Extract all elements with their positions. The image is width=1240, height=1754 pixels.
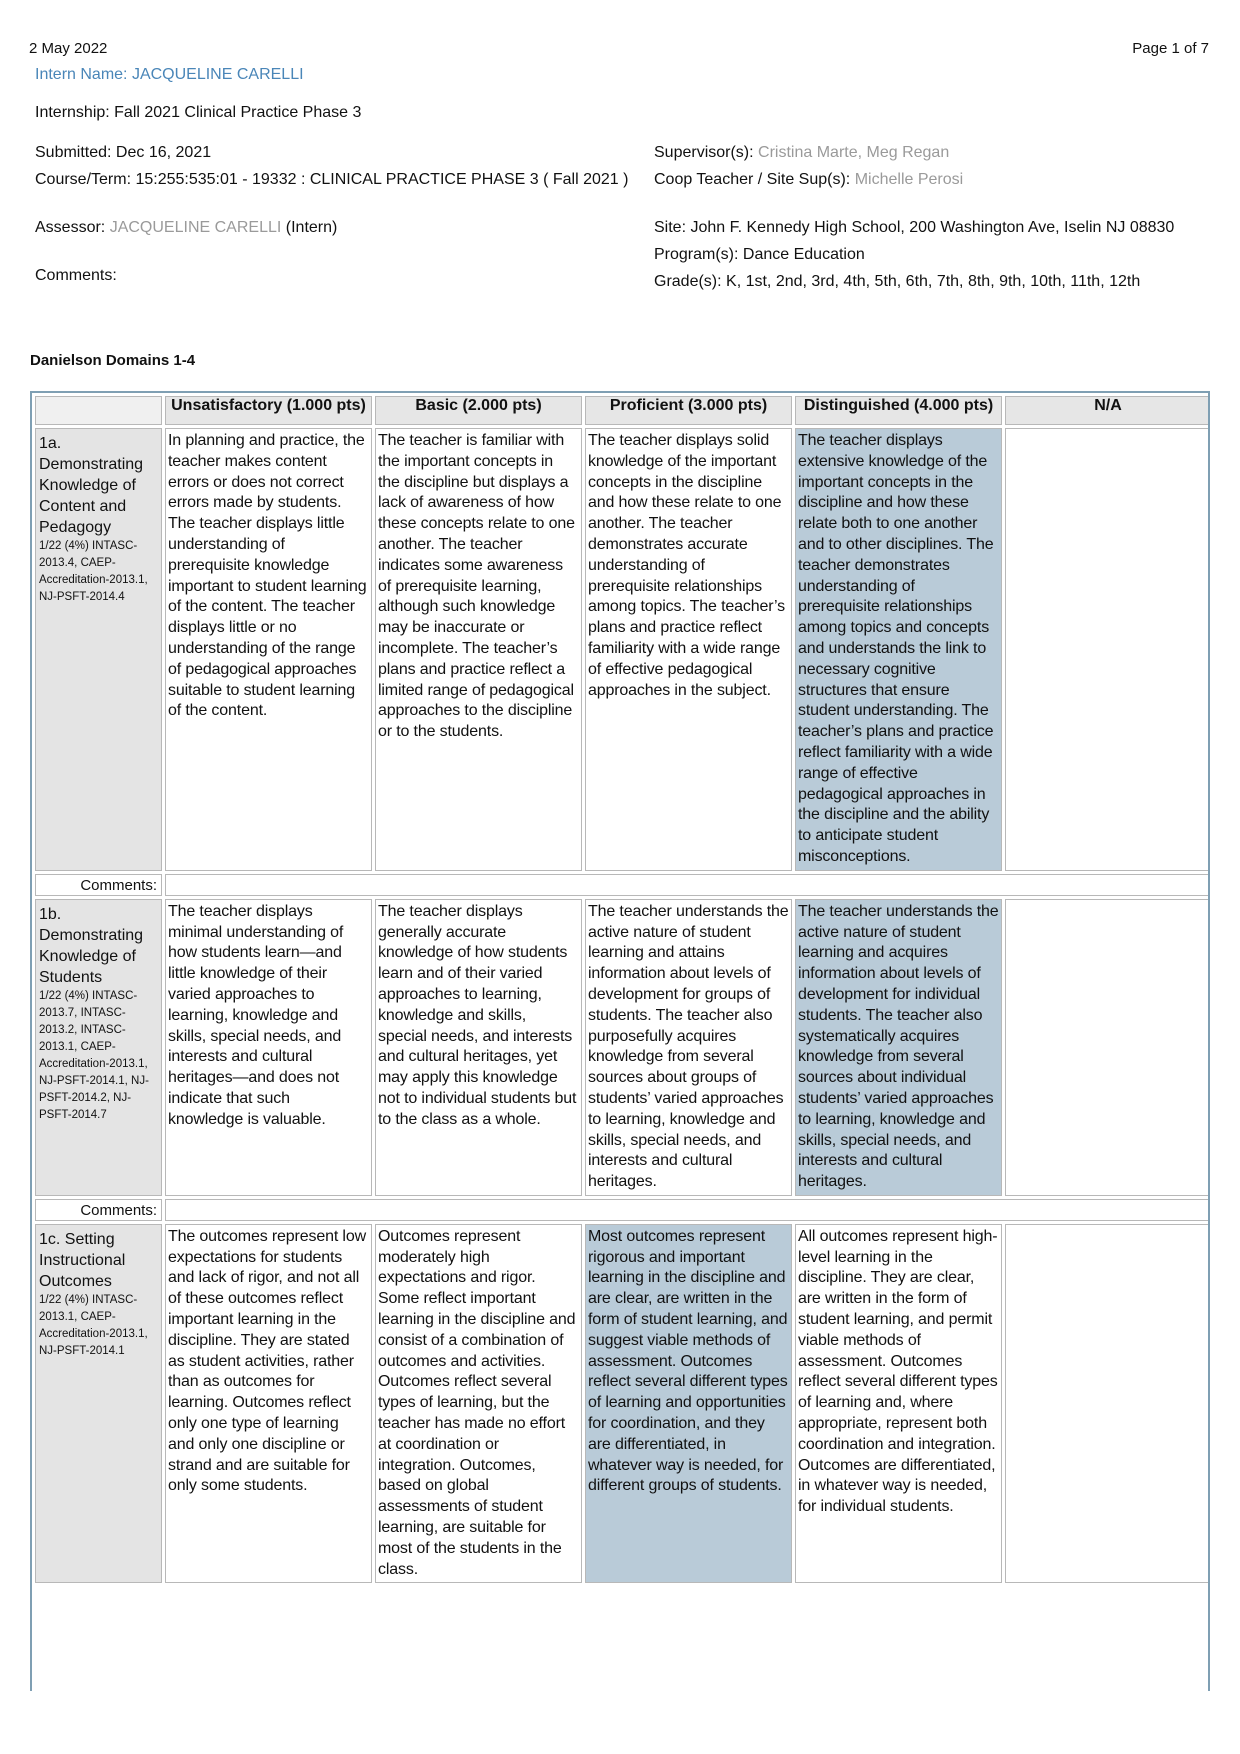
- coop-label: Coop Teacher / Site Sup(s):: [654, 171, 851, 188]
- internship-title: Internship: Fall 2021 Clinical Practice Phase 3: [35, 104, 362, 121]
- coop-teacher: [654, 169, 1214, 211]
- rubric-row-1a: [35, 428, 1210, 871]
- rating-cell-distinguished[interactable]: The teacher understands the active nature of student learning and acquires information about levels of development for individual students. The teacher also systematically acquires knowledge from several sources about individual students’ varied approaches to learning, knowledge and skills, special needs, and interests and cultural heritages.: [795, 899, 1002, 1196]
- col-header-distinguished: Distinguished (4.000 pts): [795, 396, 1002, 425]
- rubric-row-1c: [35, 1224, 1210, 1584]
- row-title: 1a. Demonstrating Knowledge of Content and Pedagogy: [39, 435, 144, 536]
- row-meta: 1/22 (4%) INTASC-2013.4, CAEP-Accreditation-2013.1, NJ-PSFT-2014.4: [39, 540, 148, 603]
- rubric-table: [32, 393, 1210, 1586]
- row-title: 1c. Setting Instructional Outcomes: [39, 1230, 126, 1290]
- assessor: [35, 217, 655, 238]
- rubric-frame: [30, 391, 1210, 1691]
- grades: Grade(s): K, 1st, 2nd, 3rd, 4th, 5th, 6th, 7th, 8th, 9th, 10th, 11th, 12th: [654, 273, 1141, 290]
- rubric-header-row: [35, 396, 1210, 425]
- comments-value: [165, 874, 1210, 896]
- rating-cell-na[interactable]: [1005, 899, 1210, 1196]
- rating-cell-na[interactable]: [1005, 428, 1210, 871]
- rating-cell-proficient[interactable]: Most outcomes represent rigorous and important learning in the discipline and are clear, are written in the form of student learning, and suggest viable methods of assessment. Outcomes reflect several different types of learning and opportunities for coordination, and they are differentiated, in whatever way is needed, for different groups of students.: [585, 1224, 792, 1584]
- comments-row-1a: [35, 874, 1210, 896]
- comments-value: [165, 1199, 1210, 1221]
- rating-cell-basic[interactable]: Outcomes represent moderately high expectations and rigor. Some reflect important learning in the discipline and consist of a combination of outcomes and activities. Outcomes reflect several types of learning, but the teacher has made no effort at coordination or integration. Outcomes, based on global assessments of student learning, are suitable for most of the students in the class.: [375, 1224, 582, 1584]
- col-header-proficient: Proficient (3.000 pts): [585, 396, 792, 425]
- row-meta: 1/22 (4%) INTASC-2013.7, INTASC-2013.2, INTASC-2013.1, CAEP-Accreditation-2013.1, NJ-PSFT-2014.1, NJ-PSFT-2014.2, NJ-PSFT-2014.7: [39, 989, 149, 1121]
- rating-cell-unsatisfactory[interactable]: The outcomes represent low expectations for students and lack of rigor, and not all of these outcomes reflect important learning in the discipline. They are stated as student activities, rather than as outcomes for learning. Outcomes reflect only one type of learning and only one discipline or strand and are suitable for only some students.: [165, 1224, 372, 1584]
- rating-cell-na[interactable]: [1005, 1224, 1210, 1584]
- rating-cell-unsatisfactory[interactable]: In planning and practice, the teacher makes content errors or does not correct errors made by students. The teacher displays little understanding of prerequisite knowledge important to student learning of the content. The teacher displays little or no understanding of the range of pedagogical approaches suitable to student learning of the content.: [165, 428, 372, 871]
- rating-cell-basic[interactable]: The teacher is familiar with the important concepts in the discipline but displays a lack of awareness of how these concepts relate to one another. The teacher indicates some awareness of prerequisite learning, although such knowledge may be inaccurate or incomplete. The teacher’s plans and practice reflect a limited range of pedagogical approaches to the discipline or to the students.: [375, 428, 582, 871]
- col-header-na: N/A: [1005, 396, 1210, 425]
- meta-right: [654, 142, 1214, 298]
- comments-label: Comments:: [35, 1199, 162, 1221]
- rating-cell-unsatisfactory[interactable]: The teacher displays minimal understanding of how students learn—and little knowledge of their varied approaches to learning, knowledge and skills, special needs, and interests and cultural heritages—and does not indicate that such knowledge is valuable.: [165, 899, 372, 1196]
- page-indicator: Page 1 of 7: [1132, 40, 1209, 57]
- course-term: Course/Term: 15:255:535:01 - 19332 : CLINICAL PRACTICE PHASE 3 ( Fall 2021 ): [35, 171, 629, 188]
- assessor-role: (Intern): [285, 219, 338, 236]
- submitted-date: Submitted: Dec 16, 2021: [35, 144, 212, 161]
- supervisor-label: Supervisor(s):: [654, 144, 754, 161]
- col-header-basic: Basic (2.000 pts): [375, 396, 582, 425]
- meta-left: [35, 142, 655, 292]
- coop-names[interactable]: Michelle Perosi: [854, 171, 964, 188]
- rubric-row-1b: [35, 899, 1210, 1196]
- row-label-1c: [35, 1224, 162, 1584]
- supervisors: [654, 142, 1214, 163]
- col-header-unsatisfactory: Unsatisfactory (1.000 pts): [165, 396, 372, 425]
- site-address: Site: John F. Kennedy High School, 200 Washington Ave, Iselin NJ 08830: [654, 219, 1175, 236]
- row-title: 1b. Demonstrating Knowledge of Students: [39, 905, 144, 986]
- row-meta: 1/22 (4%) INTASC-2013.1, CAEP-Accreditation-2013.1, NJ-PSFT-2014.1: [39, 1293, 148, 1357]
- rating-cell-distinguished[interactable]: The teacher displays extensive knowledge of the important concepts in the discipline and how these relate both to one another and to other disciplines. The teacher demonstrates understanding of prerequisite relationships among topics and concepts and understands the link to necessary cognitive structures that ensure student understanding. The teacher’s plans and practice reflect familiarity with a wide range of effective pedagogical approaches in the discipline and the ability to anticipate student misconceptions.: [795, 428, 1002, 871]
- row-label-1a: [35, 428, 162, 871]
- header-corner: [35, 396, 162, 425]
- assessor-name[interactable]: JACQUELINE CARELLI: [109, 219, 282, 236]
- supervisor-names[interactable]: Cristina Marte, Meg Regan: [758, 144, 950, 161]
- comments-label: Comments:: [35, 874, 162, 896]
- rating-cell-basic[interactable]: The teacher displays generally accurate knowledge of how students learn and of their varied approaches to learning, knowledge and skills, special needs, and interests and cultural heritages, yet may apply this knowledge not to individual students but to the class as a whole.: [375, 899, 582, 1196]
- section-title: Danielson Domains 1-4: [30, 352, 196, 369]
- rating-cell-proficient[interactable]: The teacher understands the active nature of student learning and attains information about levels of development for groups of students. The teacher also purposefully acquires knowledge from several sources about groups of students’ varied approaches to learning, knowledge and skills, special needs, and interests and cultural heritages.: [585, 899, 792, 1196]
- row-label-1b: [35, 899, 162, 1196]
- rating-cell-proficient[interactable]: The teacher displays solid knowledge of the important concepts in the discipline and how these relate to one another. The teacher demonstrates accurate understanding of prerequisite relationships among topics. The teacher’s plans and practice reflect familiarity with a wide range of effective pedagogical approaches in the subject.: [585, 428, 792, 871]
- comments-row-1b: [35, 1199, 1210, 1221]
- intern-name-label: Intern Name:: [35, 66, 128, 83]
- rating-cell-distinguished[interactable]: All outcomes represent high-level learning in the discipline. They are clear, are written in the form of student learning, and permit viable methods of assessment. Outcomes reflect several different types of learning and, where appropriate, represent both coordination and integration. Outcomes are differentiated, in whatever way is needed, for individual students.: [795, 1224, 1002, 1584]
- assessor-label: Assessor:: [35, 219, 106, 236]
- intern-name: JACQUELINE CARELLI: [131, 66, 304, 83]
- meta-comments-label: Comments:: [35, 267, 117, 284]
- program: Program(s): Dance Education: [654, 246, 865, 263]
- report-date: 2 May 2022: [29, 40, 108, 57]
- intern-name-line: [35, 66, 304, 84]
